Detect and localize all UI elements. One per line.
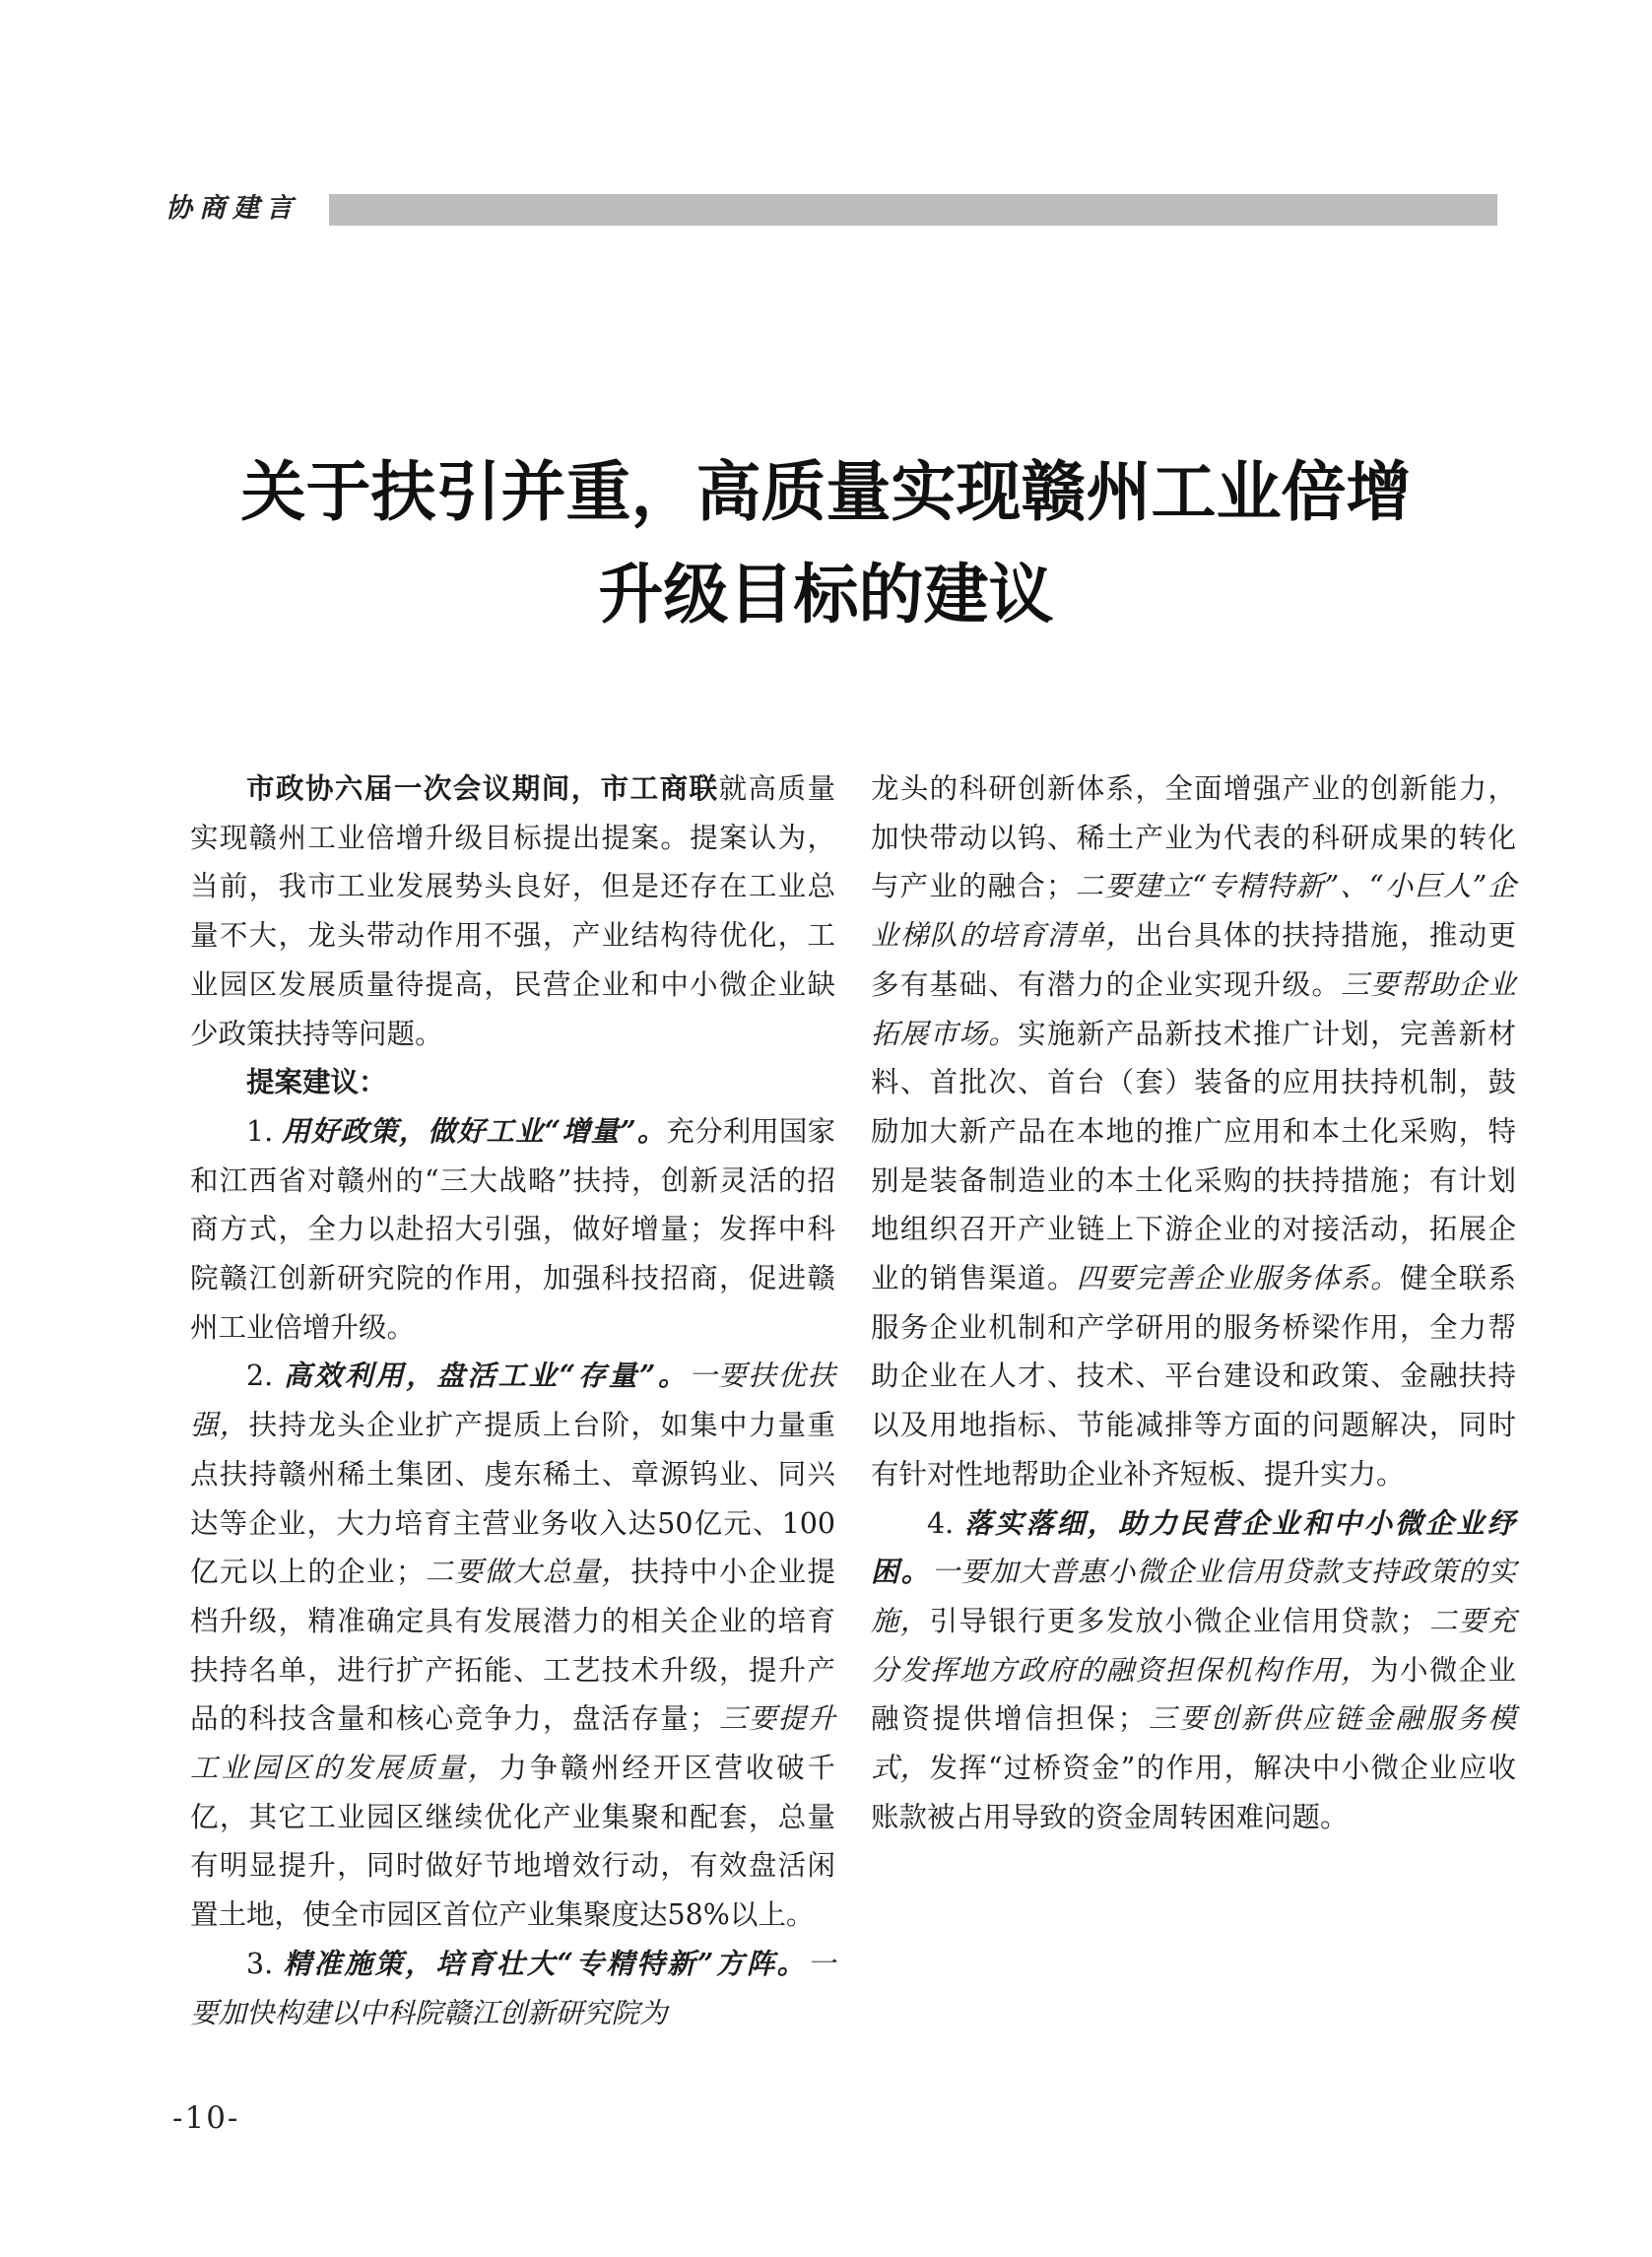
- body-text: 充分利用国家和江西省对赣州的“三大战略”扶持，创新灵活的招商方式，全力以赴招大引强，做好增量；发挥中科院赣江创新研究院的作用，加强科技招商，促进赣州工业倍增升级。: [190, 1114, 835, 1344]
- item-body: [871, 1556, 1516, 1833]
- suggestion-item-1: [190, 1107, 835, 1353]
- section-label: 协商建言: [165, 193, 299, 224]
- page-header: [165, 187, 1497, 231]
- body-text: 为小微企业融资提供增信担保；: [871, 1653, 1516, 1736]
- sub-point-lead: 四要完善企业服务体系。: [1076, 1262, 1400, 1295]
- right-column: [871, 764, 1516, 1841]
- intro-lead: 市政协六届一次会议期间，市工商联: [246, 772, 719, 805]
- body-text: 出台具体的扶持措施，推动更多有基础、有潜力的企业实现升级。: [871, 919, 1516, 1001]
- sub-point-lead: 一要加大普惠小微企业信用贷款支持政策的实施，: [871, 1556, 1516, 1637]
- body-text: 龙头的科研创新体系，全面增强产业的创新能力，加快带动以钨、稀土产业为代表的科研成果的转化与产业的融合；: [871, 772, 1516, 903]
- header-bar: [329, 194, 1497, 226]
- left-column: [190, 764, 835, 2037]
- sub-point-lead: 二要做大总量，: [424, 1556, 631, 1589]
- item-number: 4.: [927, 1506, 964, 1540]
- item-body: [190, 1115, 835, 1344]
- article-title: [148, 441, 1504, 646]
- item-number: 3.: [246, 1947, 284, 1980]
- body-text: 力争赣州经开区营收破千亿，其它工业园区继续优化产业集聚和配套，总量有明显提升，同时做好节地增效行动，有效盘活闲置土地，使全市园区首位产业集聚度达58%以上。: [190, 1752, 835, 1932]
- suggestion-item-3: [190, 1940, 835, 2037]
- sub-point-lead: 一要加快构建以中科院赣江创新研究院为: [190, 1947, 835, 2029]
- item-lead: 用好政策，做好工业“增量”。: [282, 1113, 667, 1148]
- sub-point-lead: 二要充分发挥地方政府的融资担保机构作用，: [871, 1604, 1516, 1687]
- body-text: 实施新产品新技术推广计划，完善新材料、首批次、首台（套）装备的应用扶持机制，鼓励加大新产品在本地的推广应用和本土化采购，特别是装备制造业的本土化采购的扶持措施；有计划地组织召开产业链上下游企业的对接活动，拓展企业的销售渠道。: [871, 1017, 1516, 1295]
- suggestions-heading-text: 提案建议：: [246, 1066, 387, 1099]
- body-text: 发挥“过桥资金”的作用，解决中小微企业应收账款被占用导致的资金周转困难问题。: [871, 1752, 1516, 1833]
- body-text: 引导银行更多发放小微企业信用贷款；: [929, 1604, 1428, 1637]
- body-text: 扶持中小企业提档升级，精准确定具有发展潜力的相关企业的培育扶持名单，进行扩产拓能、工艺技术升级，提升产品的科技含量和核心竞争力，盘活存量；: [190, 1556, 835, 1736]
- item-number: 1.: [246, 1114, 283, 1148]
- item-lead: 高效利用，盘活工业“存量”。: [283, 1359, 690, 1393]
- sub-point-lead: 一要扶优扶强，: [190, 1360, 835, 1442]
- item-lead: 落实落细，助力民营企业和中小微企业纾困。: [871, 1505, 1516, 1589]
- title-line-2: 升级目标的建议: [598, 557, 1054, 632]
- body-text: 健全联系服务企业机制和产学研用的服务桥梁作用，全力帮助企业在人才、技术、平台建设和政策、金融扶持以及用地指标、节能减排等方面的问题解决，同时有针对性地帮助企业补齐短板、提升实力。: [871, 1262, 1516, 1491]
- suggestion-item-3-continued: [871, 764, 1516, 1499]
- sub-point-lead: 三要帮助企业拓展市场。: [871, 967, 1516, 1050]
- sub-point-lead: 三要创新供应链金融服务模式，: [871, 1702, 1516, 1785]
- item-lead: 精准施策，培育壮大“专精特新”方阵。: [283, 1946, 808, 1980]
- suggestions-heading: [190, 1058, 835, 1107]
- sub-point-lead: 三要提升工业园区的发展质量，: [190, 1702, 835, 1785]
- item-number: 2.: [246, 1360, 284, 1393]
- intro-paragraph: [190, 764, 835, 1058]
- body-text: 扶持龙头企业扩产提质上台阶，如集中力量重点扶持赣州稀土集团、虔东稀土、章源钨业、同兴达等企业，大力培育主营业务收入达50亿元、100亿元以上的企业；: [190, 1409, 835, 1589]
- title-line-1: 关于扶引并重，高质量实现赣州工业倍增: [240, 454, 1412, 530]
- page-number: -10-: [172, 2100, 240, 2136]
- intro-text: 就高质量实现赣州工业倍增升级目标提出提案。提案认为，当前，我市工业发展势头良好，但是还存在工业总量不大，龙头带动作用不强，产业结构待优化，工业园区发展质量待提高，民营企业和中小微企业缺少政策扶持等问题。: [190, 772, 835, 1050]
- item-body: [190, 1360, 835, 1931]
- suggestion-item-4: [871, 1499, 1516, 1842]
- suggestion-item-2: [190, 1352, 835, 1939]
- sub-point-lead: 二要建立“专精特新”、“小巨人”企业梯队的培育清单，: [871, 870, 1516, 953]
- item-body: [871, 772, 1516, 1491]
